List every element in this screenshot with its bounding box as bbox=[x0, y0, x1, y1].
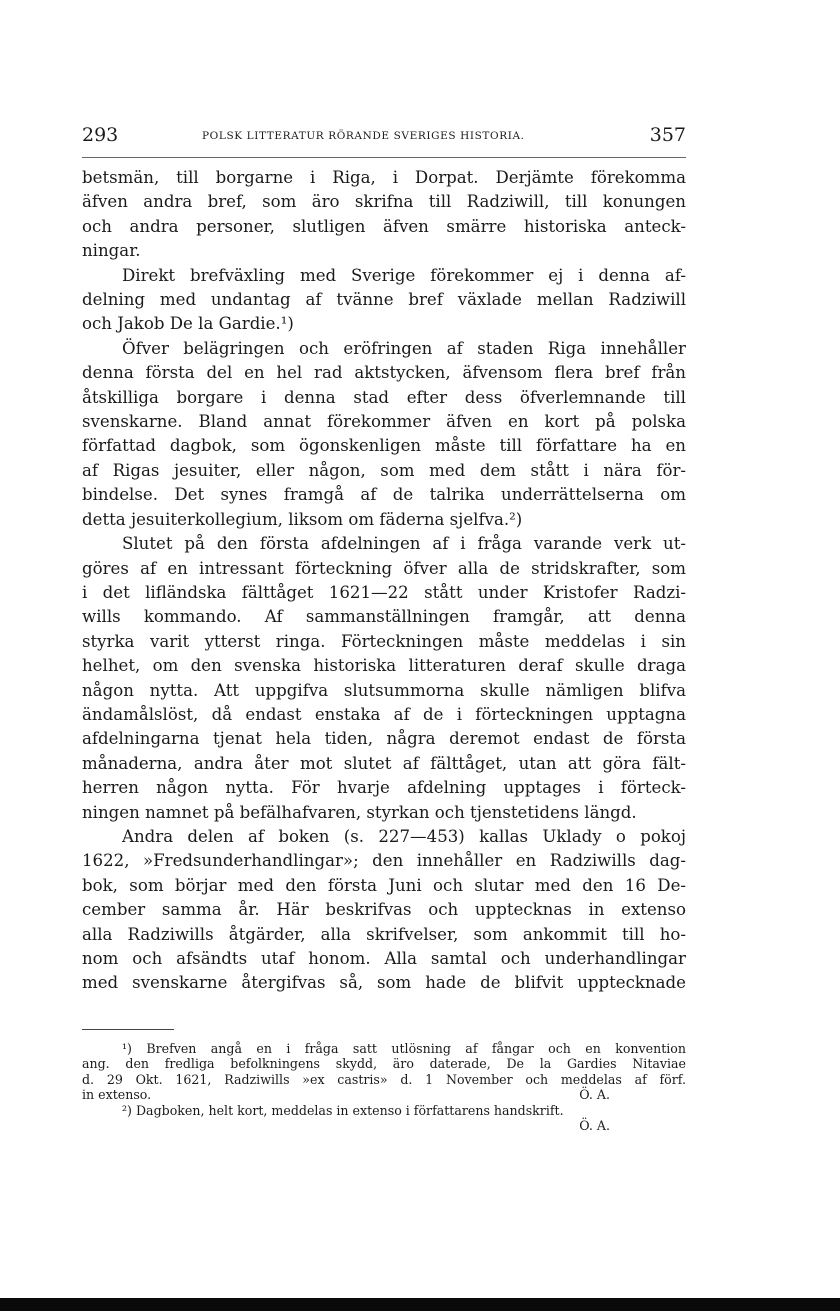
footnote-line: ¹) Brefven angå en i fråga satt utlösning af fångar och en konvention bbox=[122, 1041, 686, 1056]
body-line: helhet, om den svenska historiska litteraturen deraf skulle draga bbox=[82, 656, 686, 676]
body-line: Slutet på den första afdelningen af i fråga varande verk ut- bbox=[122, 534, 686, 554]
footnote-2-signature: Ö. A. bbox=[579, 1118, 610, 1134]
body-line: och andra personer, slutligen äfven smärre historiska anteck- bbox=[82, 216, 686, 236]
body-line: bok, som börjar med den första Juni och slutar med den 16 De- bbox=[82, 875, 686, 895]
footnote-1-tail: in extenso. bbox=[82, 1087, 152, 1103]
body-line: med svenskarne återgifvas så, som hade de blifvit upptecknade bbox=[82, 973, 686, 993]
body-line: göres af en intressant förteckning öfver alla de stridskrafter, som bbox=[82, 558, 686, 578]
body-line: cember samma år. Här beskrifvas och upptecknas in extenso bbox=[82, 900, 686, 920]
body-line: nom och afsändts utaf honom. Alla samtal och underhandlingar bbox=[82, 949, 686, 968]
footnotes bbox=[82, 1041, 686, 1133]
body-line: svenskarne. Bland annat förekommer äfven en kort på polska bbox=[82, 412, 686, 432]
body-line: bindelse. Det synes framgå af de talrika underrättelserna om bbox=[82, 485, 686, 505]
body-line: Direkt brefväxling med Sverige förekommer ej i denna af- bbox=[122, 265, 686, 285]
body-line: ningar. bbox=[82, 241, 141, 261]
body-line: detta jesuiterkollegium, liksom om fäderna sjelfva.²) bbox=[82, 509, 523, 529]
body-line: denna första del en hel rad aktstycken, äfvensom flera bref från bbox=[82, 363, 686, 383]
left-page-number: 293 bbox=[82, 124, 119, 146]
footnote-line: d. 29 Okt. 1621, Radziwills »ex castris» d. 1 November och meddelas af förf. bbox=[82, 1071, 686, 1087]
body-line: betsmän, till borgarne i Riga, i Dorpat. Derjämte förekomma bbox=[82, 168, 686, 187]
body-line: och Jakob De la Gardie.¹) bbox=[82, 314, 294, 334]
body-line: åtskilliga borgare i denna stad efter dess öfverlemnande till bbox=[82, 387, 686, 407]
body-line: styrka varit ytterst ringa. Förteckningen måste meddelas i sin bbox=[82, 631, 686, 651]
body-line: äfven andra bref, som äro skrifna till Radziwill, till konungen bbox=[82, 192, 686, 212]
footnote-line: ang. den fredliga befolkningens skydd, äro daterade, De la Gardies Nitaviae bbox=[82, 1056, 686, 1072]
body-line: wills kommando. Af sammanställningen framgår, att denna bbox=[82, 607, 686, 627]
body-line: i det lifländska fälttåget 1621—22 stått under Kristofer Radzi- bbox=[82, 582, 686, 602]
body-line: af Rigas jesuiter, eller någon, som med dem stått i nära för- bbox=[82, 460, 686, 480]
page-header bbox=[82, 124, 686, 152]
body-line: delning med undantag af tvänne bref växlade mellan Radziwill bbox=[82, 290, 686, 310]
body-line: författad dagbok, som ögonskenligen måste till författare ha en bbox=[82, 436, 686, 456]
footnote-rule bbox=[82, 1029, 174, 1030]
body-line: ningen namnet på befälhafvaren, styrkan och tjenstetidens längd. bbox=[82, 802, 637, 822]
running-title: POLSK LITTERATUR RÖRANDE SVERIGES HISTORIA. bbox=[202, 130, 525, 142]
body-line: alla Radziwills åtgärder, alla skrifvelser, som ankommit till ho- bbox=[82, 924, 686, 944]
body-line: månaderna, andra åter mot slutet af fälttåget, utan att göra fält- bbox=[82, 753, 686, 773]
body-line: någon nytta. Att uppgifva slutsummorna skulle nämligen blifva bbox=[82, 680, 686, 700]
footnote-1 bbox=[82, 1041, 686, 1087]
footnote-1-last-line bbox=[82, 1087, 686, 1102]
body-line: ändamålslöst, då endast enstaka af de i förteckningen upptagna bbox=[82, 704, 686, 724]
body-line: Öfver belägringen och eröfringen af staden Riga innehåller bbox=[122, 338, 686, 358]
footnote-2: ²) Dagboken, helt kort, meddelas in extenso i författarens handskrift. bbox=[122, 1102, 564, 1118]
body-text bbox=[82, 166, 686, 996]
body-line: herren någon nytta. För hvarje afdelning upptages i förteck- bbox=[82, 778, 686, 798]
body-line: 1622, »Fredsunderhandlingar»; den innehåller en Radziwills dag- bbox=[82, 851, 686, 871]
right-page-number: 357 bbox=[649, 124, 686, 146]
scan-bottom-edge bbox=[0, 1298, 840, 1311]
header-rule bbox=[82, 157, 686, 158]
body-line: afdelningarna tjenat hela tiden, några deremot endast de första bbox=[82, 729, 686, 749]
footnote-1-signature: Ö. A. bbox=[579, 1087, 610, 1103]
body-line: Andra delen af boken (s. 227—453) kallas Uklady o pokoj bbox=[122, 826, 686, 846]
